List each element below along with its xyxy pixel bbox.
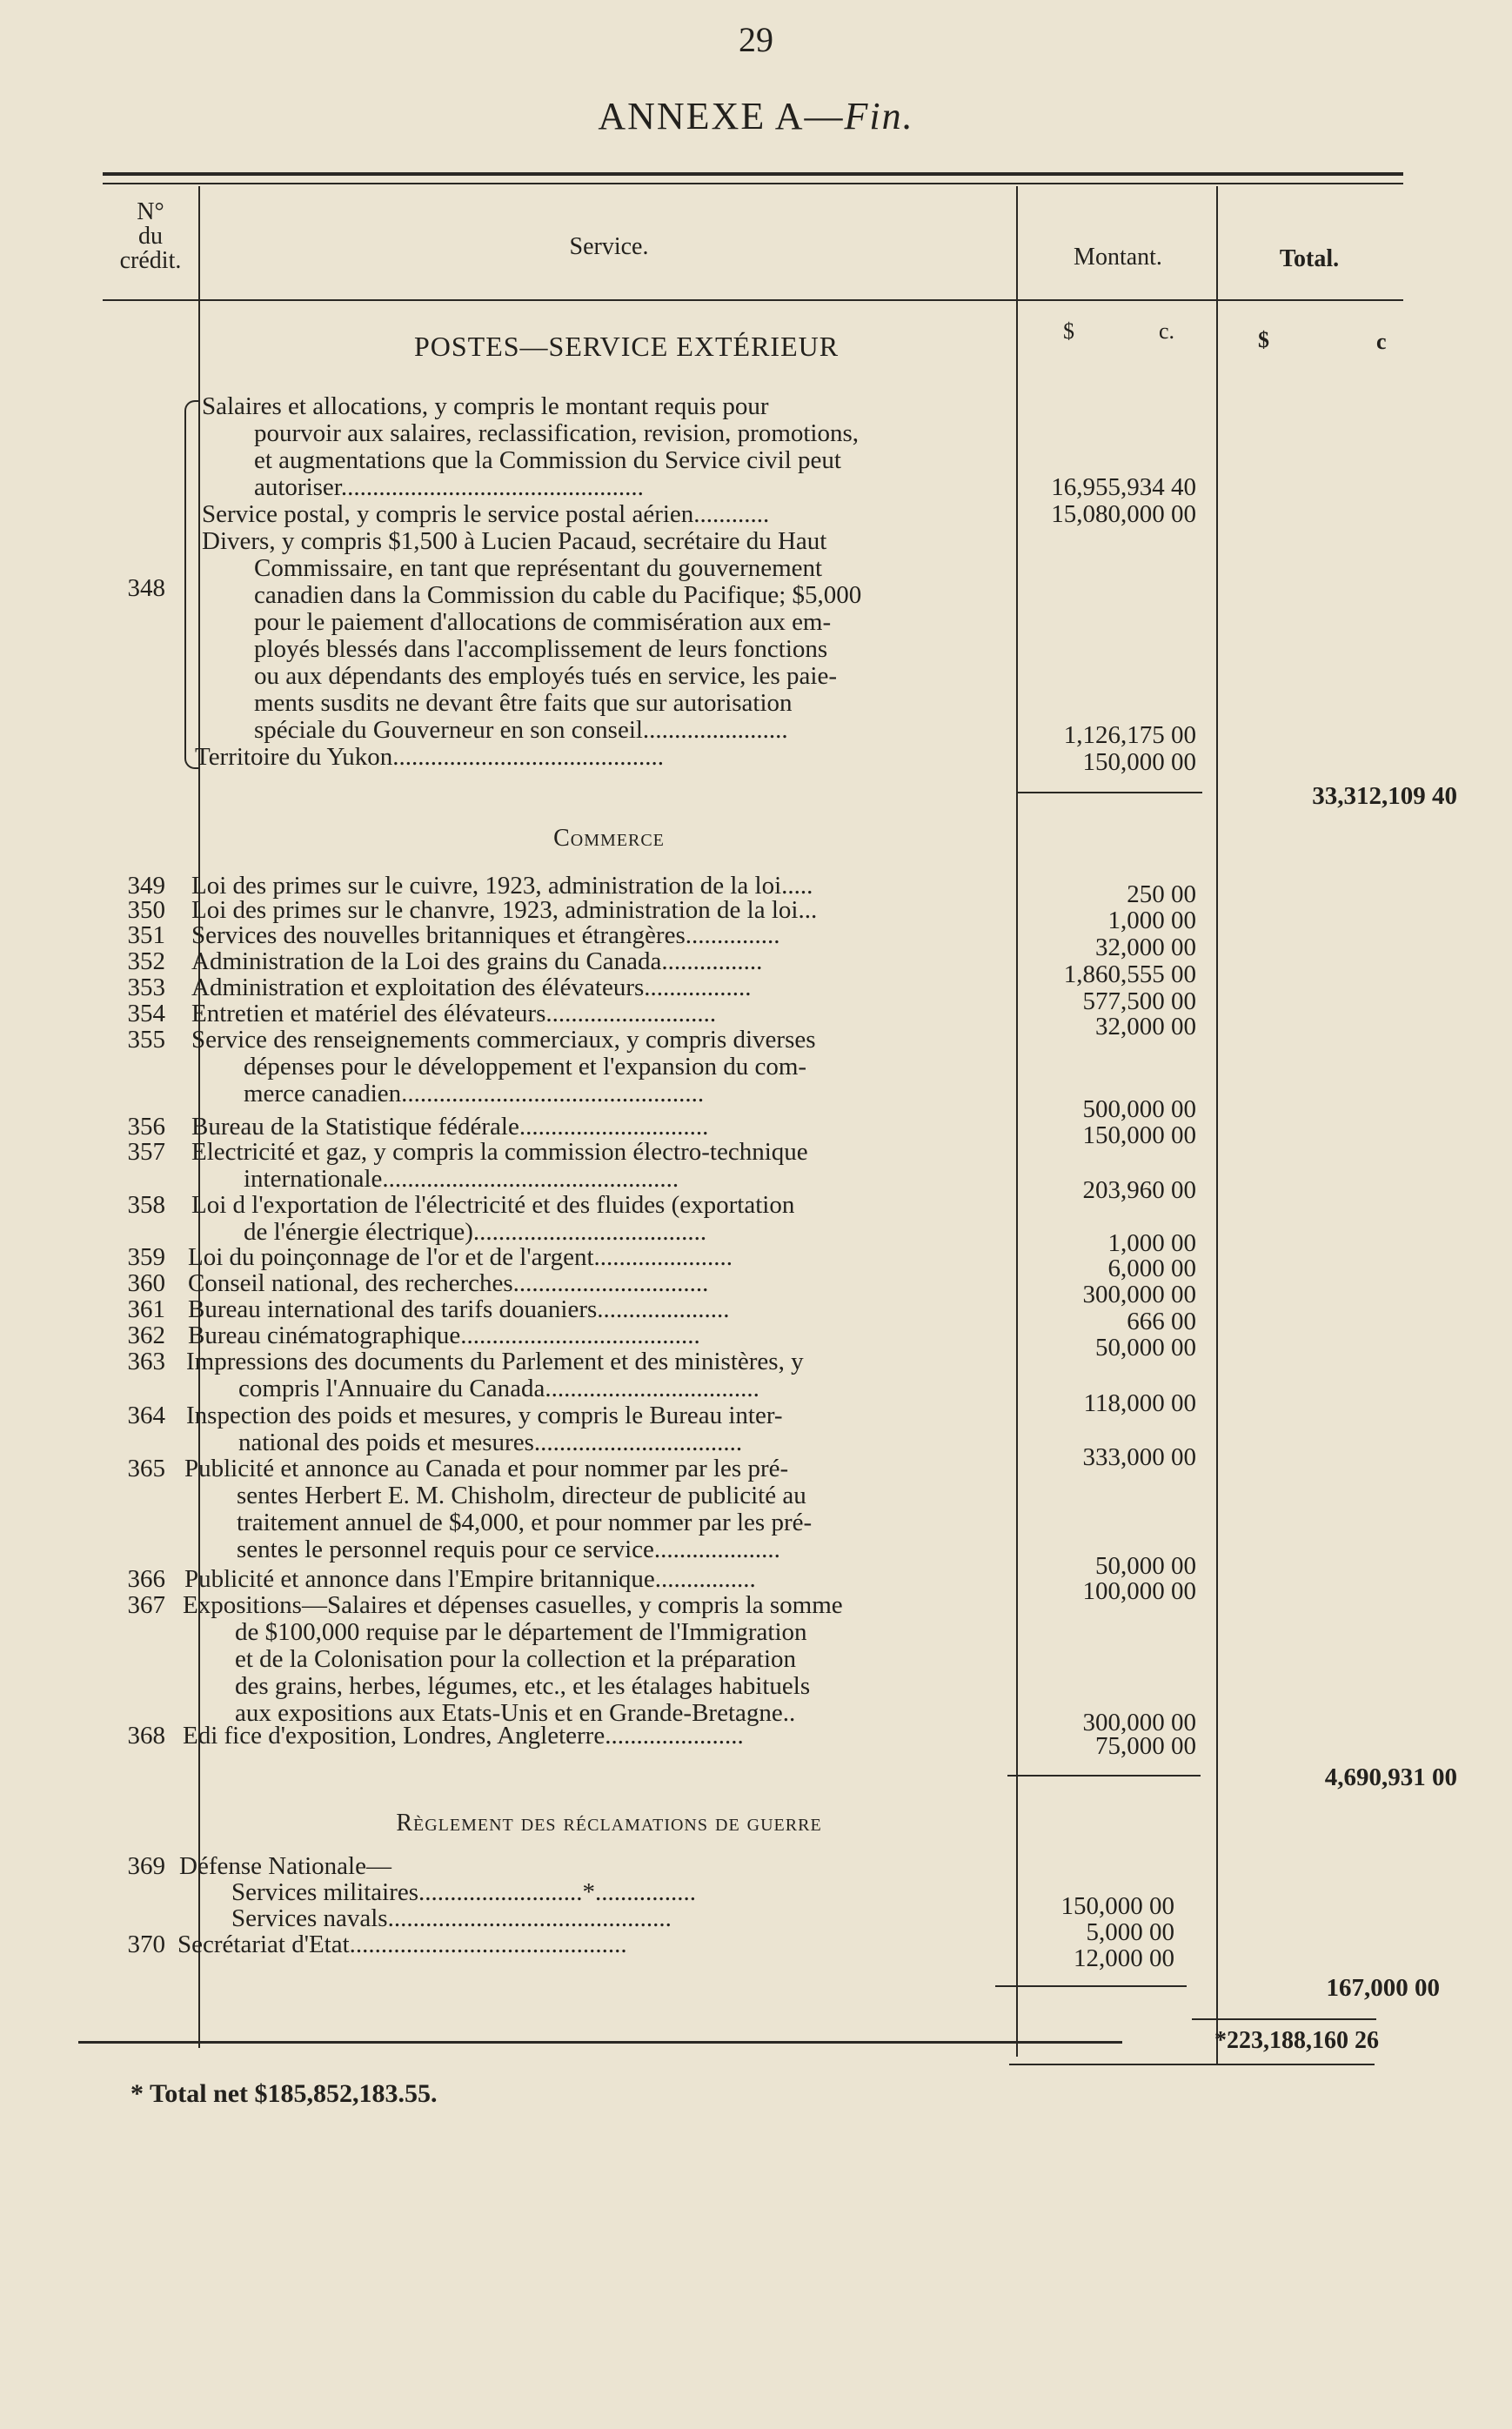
service-line: Loi des primes sur le chanvre, 1923, administration de la loi...: [191, 897, 818, 924]
annex-title-main: ANNEXE A—: [598, 95, 845, 137]
service-text: [183, 1723, 1009, 1750]
service-text: [188, 1296, 1009, 1323]
service-line: Services navals.............................................: [231, 1905, 672, 1932]
service-line: internationale...............................................: [244, 1166, 679, 1193]
unit-total-cents: c: [1376, 329, 1387, 354]
credit-number: 361: [127, 1295, 165, 1323]
service-text: [188, 1244, 1009, 1271]
service-line: Bureau cinématographique......................................: [188, 1322, 700, 1349]
credit-number: 349: [127, 872, 165, 900]
amount: 150,000 00: [1060, 1892, 1174, 1920]
service-text: [191, 1027, 1009, 1107]
service-text: [191, 948, 1009, 975]
amount: 16,955,934 40: [1051, 473, 1196, 501]
page-number: 29: [739, 20, 773, 59]
section-total: 167,000 00: [1326, 1974, 1440, 2002]
credit-number: 351: [127, 921, 165, 949]
service-text: [191, 1114, 1009, 1141]
service-text: [184, 1455, 1009, 1563]
service-text: [191, 922, 1009, 949]
service-line: Service des renseignements commerciaux, y compris diverses: [191, 1027, 816, 1054]
service-line: Electricité et gaz, y compris la commission électro-technique: [191, 1139, 808, 1166]
credit-number: 356: [127, 1113, 165, 1141]
credit-number: 354: [127, 1000, 165, 1027]
service-line: Conseil national, des recherches...............................: [188, 1270, 709, 1297]
credit-number: 358: [127, 1191, 165, 1219]
amount: 1,000 00: [1107, 907, 1196, 934]
service-line: Edi fice d'exposition, Londres, Angleterre......................: [183, 1723, 744, 1750]
service-text: [183, 1592, 1009, 1727]
amount: 300,000 00: [1082, 1281, 1196, 1308]
top-rule-thin: [103, 183, 1403, 184]
service-line: Publicité et annonce dans l'Empire britannique................: [184, 1566, 756, 1593]
service-line: Publicité et annonce au Canada et pour nommer par les pré-: [184, 1455, 789, 1482]
service-line: Secrétariat d'Etat............................................: [177, 1931, 627, 1958]
service-line: Territoire du Yukon...........................................: [195, 744, 664, 771]
service-line: sentes Herbert E. M. Chisholm, directeur de publicité au: [237, 1482, 806, 1509]
service-text: [179, 1905, 1006, 1932]
service-text: [202, 393, 1016, 501]
service-line: spéciale du Gouverneur en son conseil.......................: [254, 717, 788, 744]
credit-348-bracket: [184, 400, 198, 769]
service-line: et augmentations que la Commission du Service civil peut: [254, 447, 841, 474]
reglement-subtotal-rule: [995, 1985, 1187, 1987]
service-text: [195, 744, 1016, 771]
service-line: pour le paiement d'allocations de commisération aux em-: [254, 609, 832, 636]
amount: 203,960 00: [1082, 1176, 1196, 1204]
amount: 666 00: [1127, 1308, 1196, 1335]
service-line: compris l'Annuaire du Canada..................................: [238, 1375, 759, 1402]
service-line: Commissaire, en tant que représentant du gouvernement: [254, 555, 823, 582]
amount: 150,000 00: [1082, 1121, 1196, 1149]
amount: 75,000 00: [1095, 1732, 1196, 1760]
grand-total: *223,188,160 26: [1214, 2027, 1379, 2054]
service-line: autoriser................................................: [254, 474, 644, 501]
service-line: Divers, y compris $1,500 à Lucien Pacaud, secrétaire du Haut: [202, 528, 827, 555]
service-line: des grains, herbes, légumes, etc., et les étalages habituels: [235, 1673, 811, 1700]
service-text: [186, 1348, 1009, 1402]
service-text: [191, 1000, 1009, 1027]
amount: 1,126,175 00: [1063, 721, 1196, 749]
unit-cents: c.: [1159, 318, 1175, 344]
service-text: [179, 1879, 1006, 1906]
amount: 1,860,555 00: [1063, 960, 1196, 988]
credit-number: 368: [127, 1722, 165, 1750]
header-credit: [103, 200, 198, 273]
commerce-subtotal-rule: [1007, 1775, 1201, 1777]
header-credit-line1: N°: [137, 198, 164, 225]
service-line: traitement annuel de $4,000, et pour nommer par les pré-: [237, 1509, 813, 1536]
top-rule-thick: [103, 172, 1403, 176]
footnote: * Total net $185,852,183.55.: [130, 2079, 438, 2108]
amount: 12,000 00: [1074, 1944, 1174, 1972]
service-line: national des poids et mesures.................................: [238, 1429, 743, 1456]
amount: 1,000 00: [1107, 1229, 1196, 1257]
service-text: [191, 1139, 1009, 1193]
service-line: ou aux dépendants des employés tués en service, les paie-: [254, 663, 838, 690]
service-line: Bureau international des tarifs douaniers.....................: [188, 1296, 730, 1323]
service-text: [191, 1192, 1009, 1246]
credit-number: 364: [127, 1402, 165, 1429]
grand-total-rule-top: [1192, 2018, 1376, 2020]
credit-number: 360: [127, 1269, 165, 1297]
postes-subtotal-rule: [1018, 792, 1202, 793]
service-text: [191, 873, 1009, 900]
amount: 250 00: [1127, 880, 1196, 908]
credit-number: 357: [127, 1138, 165, 1166]
section-title-reglement: Règlement des réclamations de guerre: [396, 1810, 822, 1837]
table-bottom-rule-right: [1009, 2064, 1375, 2065]
annex-title: [0, 94, 1512, 138]
amount: 333,000 00: [1082, 1443, 1196, 1471]
service-text: [177, 1931, 1006, 1958]
service-text: [191, 974, 1009, 1001]
annex-title-fin: Fin.: [844, 95, 914, 137]
service-line: de $100,000 requise par le département de l'Immigration: [235, 1619, 807, 1646]
credit-number: 355: [127, 1026, 165, 1054]
amount: 100,000 00: [1082, 1577, 1196, 1605]
credit-number: 367: [127, 1591, 165, 1619]
section-title-postes: POSTES—SERVICE EXTÉRIEUR: [413, 331, 840, 362]
credit-number: 362: [127, 1322, 165, 1349]
credit-number: 353: [127, 974, 165, 1001]
service-line: Loi d l'exportation de l'électricité et des fluides (exportation: [191, 1192, 795, 1219]
header-total: Total.: [1279, 245, 1340, 272]
amount: 6,000 00: [1107, 1255, 1196, 1282]
service-line: et de la Colonisation pour la collection et la préparation: [235, 1646, 797, 1673]
service-line: Loi du poinçonnage de l'or et de l'argent......................: [188, 1244, 733, 1271]
amount: 32,000 00: [1095, 933, 1196, 961]
amount: 500,000 00: [1082, 1095, 1196, 1123]
amount: 577,500 00: [1082, 987, 1196, 1015]
service-text: [191, 897, 1009, 924]
service-text: [188, 1270, 1009, 1297]
service-line: Bureau de la Statistique fédérale..............................: [191, 1114, 709, 1141]
service-line: pourvoir aux salaires, reclassification, revision, promotions,: [254, 420, 860, 447]
header-credit-line2: du: [138, 223, 163, 250]
header-credit-line3: crédit.: [119, 247, 182, 274]
service-line: Services militaires..........................*................: [231, 1879, 697, 1906]
credit-number: 363: [127, 1348, 165, 1375]
amount: 118,000 00: [1083, 1389, 1196, 1417]
service-line: Administration et exploitation des élévateurs.................: [191, 974, 752, 1001]
section-title-commerce: Commerce: [553, 825, 665, 852]
service-line: Loi des primes sur le cuivre, 1923, administration de la loi.....: [191, 873, 813, 900]
amount: 150,000 00: [1082, 748, 1196, 776]
table-bottom-rule: [78, 2041, 1122, 2044]
service-line: Défense Nationale—: [179, 1853, 391, 1880]
unit-total-dollar: $: [1258, 327, 1269, 352]
section-total: 33,312,109 40: [1312, 782, 1457, 810]
service-line: Expositions—Salaires et dépenses casuelles, y compris la somme: [183, 1592, 843, 1619]
service-line: Services des nouvelles britanniques et étrangères...............: [191, 922, 780, 949]
amount: 50,000 00: [1095, 1334, 1196, 1362]
amount: 32,000 00: [1095, 1013, 1196, 1041]
amount: 300,000 00: [1082, 1709, 1196, 1736]
service-line: ployés blessés dans l'accomplissement de leurs fonctions: [254, 636, 828, 663]
service-line: aux expositions aux Etats-Unis et en Grande-Bretagne..: [235, 1700, 796, 1727]
service-line: ments susdits ne devant être faits que sur autorisation: [254, 690, 793, 717]
credit-number: 348: [127, 574, 165, 602]
service-text: [202, 528, 1016, 744]
service-line: Administration de la Loi des grains du Canada................: [191, 948, 763, 975]
service-line: Salaires et allocations, y compris le montant requis pour: [202, 393, 769, 420]
service-text: [186, 1402, 1009, 1456]
section-total: 4,690,931 00: [1324, 1763, 1457, 1791]
header-service: Service.: [569, 233, 649, 260]
service-text: [179, 1853, 1006, 1880]
service-text: [188, 1322, 1009, 1349]
service-line: Entretien et matériel des élévateurs...........................: [191, 1000, 717, 1027]
amount: 15,080,000 00: [1051, 500, 1196, 528]
service-line: canadien dans la Commission du cable du Pacifique; $5,000: [254, 582, 862, 609]
credit-number: 370: [127, 1930, 165, 1958]
credit-number: 352: [127, 947, 165, 975]
service-text: [202, 501, 1016, 528]
credit-number: 359: [127, 1243, 165, 1271]
credit-number: 365: [127, 1455, 165, 1482]
header-montant: Montant.: [1074, 244, 1162, 271]
credit-number: 350: [127, 896, 165, 924]
service-line: sentes le personnel requis pour ce service....................: [237, 1536, 780, 1563]
service-line: Service postal, y compris le service postal aérien............: [202, 501, 770, 528]
header-bottom-rule: [103, 299, 1403, 301]
service-line: Inspection des poids et mesures, y compris le Bureau inter-: [186, 1402, 783, 1429]
service-text: [184, 1566, 1009, 1593]
service-line: de l'énergie électrique).....................................: [244, 1219, 707, 1246]
service-line: Impressions des documents du Parlement et des ministères, y: [186, 1348, 804, 1375]
unit-dollar: $: [1063, 318, 1074, 344]
amount: 5,000 00: [1086, 1918, 1174, 1946]
amount: 50,000 00: [1095, 1552, 1196, 1580]
credit-number: 366: [127, 1565, 165, 1593]
service-line: dépenses pour le développement et l'expansion du com-: [244, 1054, 807, 1081]
service-line: merce canadien................................................: [244, 1081, 705, 1107]
credit-number: 369: [127, 1852, 165, 1880]
